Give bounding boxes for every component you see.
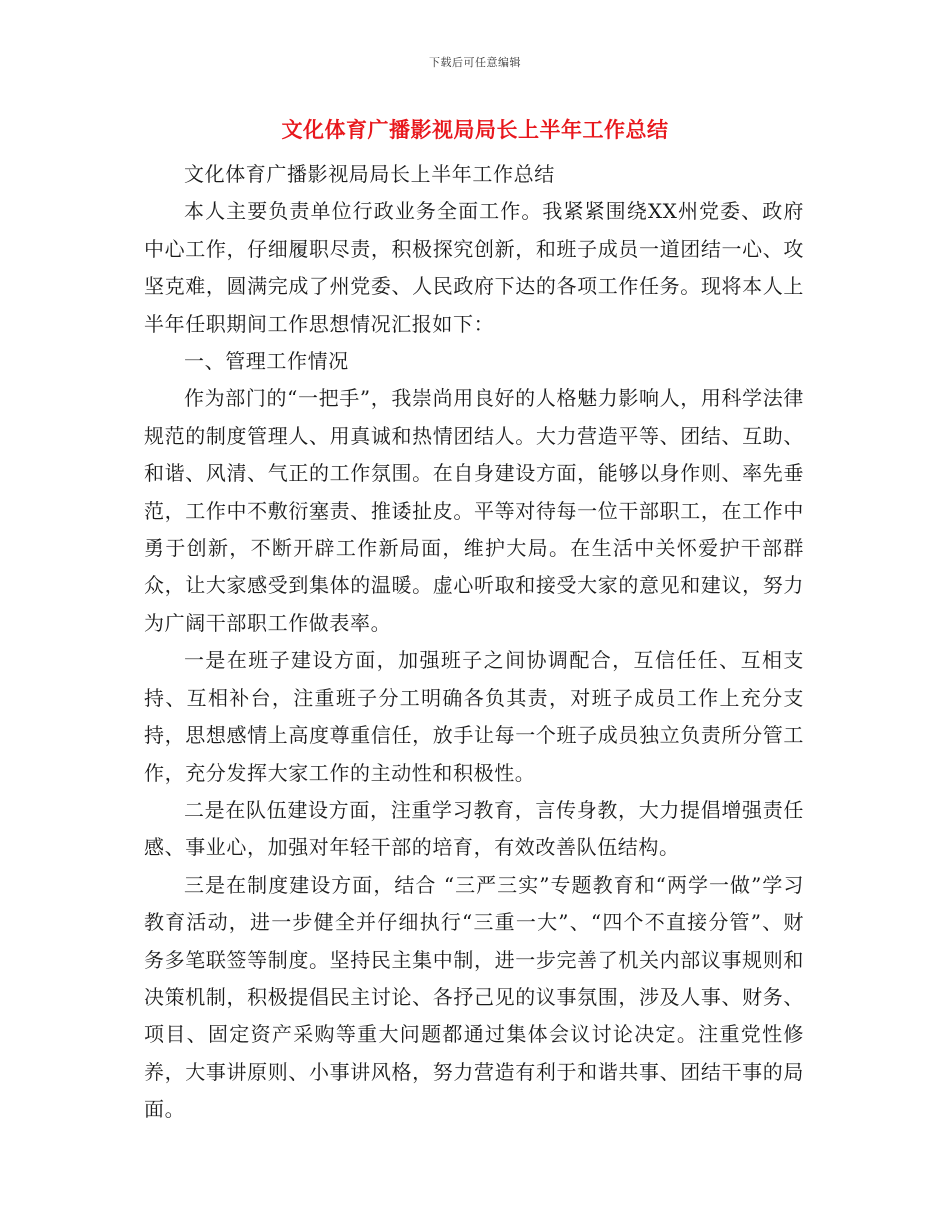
paragraph-system-building: 三是在制度建设方面，结合 “三严三实”专题教育和“两学一做”学习教育活动，进一步健全并仔细执行“三重一大”、“四个不直接分管”、财务多笔联签等制度。坚持民主集中制，进一步完善了机关内部议事规则和决策机制，积极提倡民主讨论、各抒己见的议事氛围，涉及人事、财务、项目、固定资产采购等重大问题都通过集体会议讨论决定。注重党性修养，大事讲原则、小事讲风格，努力营造有利于和谐共事、团结干事的局面。 [144, 872, 804, 1122]
paragraph-intro: 本人主要负责单位行政业务全面工作。我紧紧围绕XX州党委、政府中心工作，仔细履职尽责，积极探究创新，和班子成员一道团结一心、攻坚克难，圆满完成了州党委、人民政府下达的各项工作任务。现将本人上半年任职期间工作思想情况汇报如下： [144, 199, 804, 336]
section-heading: 一、管理工作情况 [184, 349, 349, 374]
paragraph-management: 作为部门的“一把手”，我崇尚用良好的人格魅力影响人，用科学法律规范的制度管理人、用真诚和热情团结人。大力营造平等、团结、互助、和谐、风清、气正的工作氛围。在自身建设方面，能够以身作则、率先垂范，工作中不敷衍塞责、推诿扯皮。平等对待每一位干部职工，在工作中勇于创新，不断开辟工作新局面，维护大局。在生活中关怀爱护干部群众，让大家感受到集体的温暖。虚心听取和接受大家的意见和建议，努力为广阔干部职工作做表率。 [144, 386, 804, 635]
document-title: 文化体育广播影视局局长上半年工作总结 [281, 118, 669, 142]
paragraph-team-building: 一是在班子建设方面，加强班子之间协调配合，互信任任、互相支持、互相补台，注重班子分工明确各负其责，对班子成员工作上充分支持，思想感情上高度尊重信任，放手让每一个班子成员独立负责所分管工作，充分发挥大家工作的主动性和积极性。 [144, 648, 804, 785]
header-note: 下载后可任意编辑 [429, 56, 521, 69]
paragraph-subtitle: 文化体育广播影视局局长上半年工作总结 [184, 162, 555, 186]
document-body [144, 156, 804, 1129]
paragraph-staff-building: 二是在队伍建设方面，注重学习教育，言传身教，大力提倡增强责任感、事业心，加强对年轻干部的培育，有效改善队伍结构。 [144, 797, 804, 860]
